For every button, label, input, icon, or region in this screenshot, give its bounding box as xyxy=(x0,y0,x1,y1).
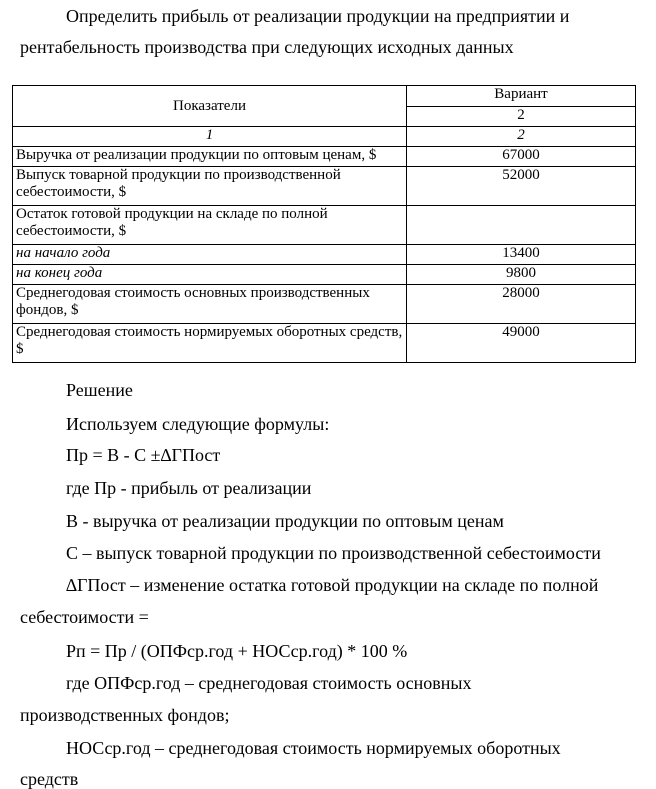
table-row xyxy=(13,167,636,206)
row-label: Выпуск товарной продукции по производственной себестоимости, $ xyxy=(13,167,407,206)
definition-stock-change-line-1: ∆ГПост – изменение остатка готовой продукции на складе по полной xyxy=(66,575,599,595)
definition-profit: где Пр - прибыль от реализации xyxy=(66,478,312,498)
definition-fixed-assets-line-2: производственных фондов; xyxy=(20,705,230,725)
definition-revenue: В - выручка от реализации продукции по оптовым ценам xyxy=(66,511,504,531)
formula-profitability: Рп = Пр / (ОПФср.год + НОСср.год) * 100 % xyxy=(66,641,408,661)
solution-heading: Решение xyxy=(66,380,133,400)
header-variant: Вариант xyxy=(407,86,636,107)
row-label: Выручка от реализации продукции по оптовым ценам, $ xyxy=(13,147,407,167)
row-value: 13400 xyxy=(407,245,636,265)
row-value: 67000 xyxy=(407,147,636,167)
row-value: 28000 xyxy=(407,285,636,324)
row-label: Среднегодовая стоимость основных производственных фондов, $ xyxy=(13,285,407,324)
definition-cost: С – выпуск товарной продукции по производственной себестоимости xyxy=(66,543,601,563)
row-label: Среднегодовая стоимость нормируемых оборотных средств, $ xyxy=(13,324,407,363)
row-label: на конец года xyxy=(13,265,407,285)
definition-working-capital-line-2: средств xyxy=(20,769,79,789)
table-row xyxy=(13,245,636,265)
formulas-intro: Используем следующие формулы: xyxy=(66,414,330,434)
table-row xyxy=(13,147,636,167)
row-label: Остаток готовой продукции на складе по полной себестоимости, $ xyxy=(13,206,407,245)
table-row xyxy=(13,324,636,363)
table-row xyxy=(13,265,636,285)
table-row xyxy=(13,206,636,245)
definition-fixed-assets-line-1: где ОПФср.год – среднегодовая стоимость основных xyxy=(66,673,472,693)
formula-profit: Пр = В - С ±∆ГПост xyxy=(66,445,221,465)
intro-line-1: Определить прибыль от реализации продукции на предприятии и xyxy=(66,6,570,26)
column-number-2: 2 xyxy=(407,127,636,147)
source-data-table xyxy=(12,85,636,363)
row-value: 52000 xyxy=(407,167,636,206)
intro-line-2: рентабельность производства при следующих исходных данных xyxy=(20,37,514,57)
row-value xyxy=(407,206,636,245)
definition-stock-change-line-2: себестоимости = xyxy=(20,607,149,627)
row-label: на начало года xyxy=(13,245,407,265)
header-indicators: Показатели xyxy=(13,86,407,127)
definition-working-capital-line-1: НОСср.год – среднегодовая стоимость нормируемых оборотных xyxy=(66,738,561,758)
table-row xyxy=(13,285,636,324)
header-variant-number: 2 xyxy=(407,107,636,127)
row-value: 49000 xyxy=(407,324,636,363)
row-value: 9800 xyxy=(407,265,636,285)
column-number-1: 1 xyxy=(13,127,407,147)
